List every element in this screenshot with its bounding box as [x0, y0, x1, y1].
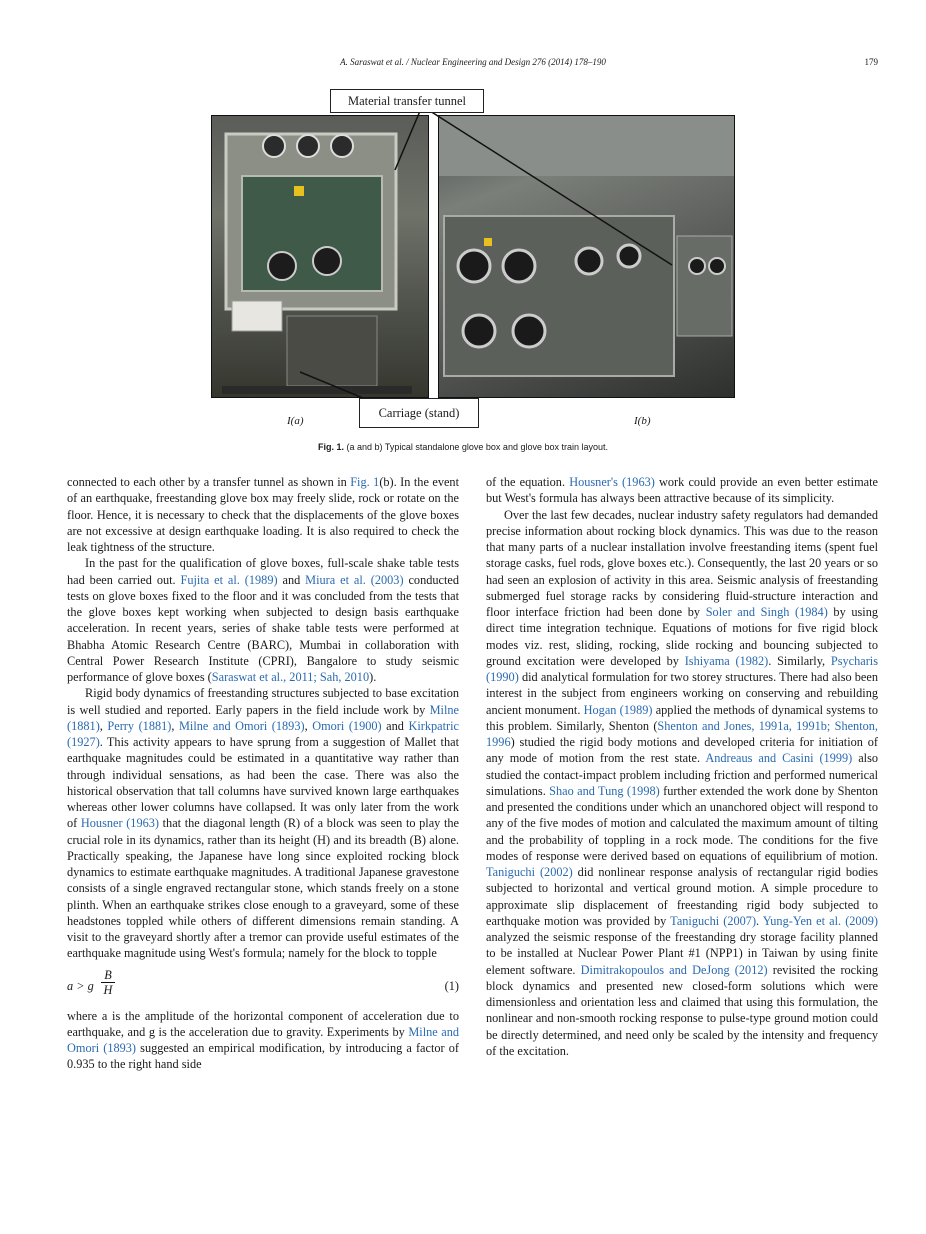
- paragraph: Over the last few decades, nuclear industry safety regulators had demanded precise information about rocking block dynamics. This was due to the reason that many parts of a nuclear installation involve freestanding items (spent fuel storage casks, fuel rods, glove boxes etc.). Consequently, the last 20 years or so had seen an explosion of activity in this area. Seismic analysis of freestanding submerged fuel storage racks by considering fluid-structure interaction and floor interface friction had been done by Soler and Singh (1984) by using direct time integration technique. Equations of motions for five rigid block modes viz. rest, sliding, rocking, slide rocking and bouncing subjected to ground excitation were developed by Ishiyama (1982). Similarly, Psycharis (1990) did analytical formulation for two storey structures. There had also been interest in the subject from engineers working on conserving and rebuilding ancient monument. Hogan (1989) applied the methods of dynamical systems to this problem. Similarly, Shenton (Shenton and Jones, 1991a, 1991b; Shenton, 1996) studied the rigid body motions and developed criteria for initiation of any mode of motion from the rest state. Andreaus and Casini (1999) also studied the contact-impact problem including friction and performed numerical simulations. Shao and Tung (1998) further extended the work done by Shenton and presented the conditions under which an unanchored object will respond to any of the five modes of motion and calculated the maximum amount of tilting and the probability of toppling in a rock mode. The conditions for the five modes of response were derived based on equations of equilibrium of motion. Taniguchi (2002) did nonlinear response analysis of rectangular rigid bodies subjected to horizontal and vertical ground motion. A simple procedure to approximate slip displacement of freestanding rigid body subjected to earthquake motion was provided by Taniguchi (2007). Yung-Yen et al. (2009) analyzed the seismic response of the freestanding dry storage facility planned to be installed at Nuclear Power Plant #1 (NPP1) in Taiwan by using finite element software. Dimitrakopoulos and DeJong (2012) revisited the rocking block dynamics and presented new closed-form solutions which were dimensionless and orientation less and claimed that using this formulation, the nonlinear and non-smooth rocking response to pulse-type ground motion could be directly determined, and need only be scaled by the intensity and frequency of the excitation.: [486, 507, 879, 1058]
- citation-link[interactable]: Housner (1963): [80, 816, 159, 831]
- citation-link[interactable]: Fig. 1: [350, 475, 380, 489]
- sublabel-a: I(a): [287, 415, 304, 427]
- fraction-numerator: B: [101, 968, 115, 983]
- paragraph: of the equation. Housner's (1963) work could provide an even better estimate but West's formula has always been attractive because of its simplicity.: [486, 475, 878, 506]
- citation-link[interactable]: Yung-Yen et al. (2009): [762, 913, 878, 928]
- citation-link[interactable]: Hogan (1989): [583, 702, 653, 717]
- citation-link[interactable]: Milne and Omori (1893): [67, 1024, 460, 1055]
- citation-link[interactable]: Taniguchi (2002): [486, 865, 573, 879]
- figure-1: [0, 0, 926, 460]
- citation-link[interactable]: Housner's (1963): [569, 475, 655, 489]
- citation-link[interactable]: Kirkpatric (1927): [67, 718, 459, 749]
- citation-link[interactable]: Perry (1881): [107, 718, 172, 733]
- figure-caption: [0, 442, 926, 452]
- paragraph: Rigid body dynamics of freestanding structures subjected to base excitation is well studied and reported. Early papers in the field include work by Milne (1881), Perry (1881), Milne and Omori (1893), Omori (1900) and Kirkpatric (1927). This activity appears to have sprung from a suggestion of Mallet that earthquake magnitudes could be estimated in a quantitative way rather than through individual sensations, as had been the case. There was also the historical observation that tall columns have survived known large earthquakes whereas other lower columns have collapsed. It was only later from the work of Housner (1963) that the diagonal length (R) of a block was seen to play the crucial role in its dynamics, rather than its height (H) and its breadth (B) alone. Practically speaking, the Japanese have long since exploited rocking block dynamics to estimate earthquake magnitudes. A traditional Japanese gravestone consists of a single engraved rectangular stone, which stands freely on a stone plinth. When an earthquake strikes close enough to a graveyard, some of these headstones toppled while others of different dimensions remain standing. A visit to the graveyard shortly after a tremor can provide useful estimates of the earthquake magnitude using West's formula; namely for the block to topple: [67, 686, 459, 961]
- page-number: 179: [864, 57, 878, 67]
- equation-lhs: a > g: [67, 978, 94, 993]
- citation-link[interactable]: Miura et al. (2003): [305, 572, 404, 587]
- paragraph: where a is the amplitude of the horizontal component of acceleration due to earthquake, and g is the acceleration due to gravity. Experiments by Milne and Omori (1893) suggested an empirical modification, by introducing a factor of 0.935 to the right hand side: [67, 1008, 460, 1072]
- citation-link[interactable]: Shenton and Jones, 1991a, 1991b; Shenton, 1996: [486, 718, 878, 749]
- caption-text: (a and b) Typical standalone glove box and glove box train layout.: [346, 442, 609, 452]
- citation-link[interactable]: Psycharis (1990): [486, 653, 878, 684]
- paragraph: connected to each other by a transfer tunnel as shown in Fig. 1(b). In the event of an earthquake, freestanding glove box may freely slide, rock or rotate on the floor. Hence, it is necessary to check that the displacements of the glove boxes are not excessive at design earthquake loading. It is also required to check the leak tightness of the structure.: [67, 475, 459, 554]
- citation-link[interactable]: Dimitrakopoulos and DeJong (2012): [580, 962, 768, 977]
- callout-pointers: [0, 0, 926, 460]
- callout-carriage-stand: Carriage (stand): [359, 398, 479, 428]
- citation-link[interactable]: Ishiyama (1982): [684, 653, 769, 668]
- caption-label: Fig. 1.: [317, 442, 344, 452]
- fraction-denominator: H: [103, 982, 113, 997]
- citation-link[interactable]: Saraswat et al., 2011; Sah, 2010: [211, 670, 370, 684]
- citation-link[interactable]: Andreaus and Casini (1999): [705, 751, 853, 766]
- equation-number: (1): [444, 978, 459, 993]
- citation-link[interactable]: Taniguchi (2007): [670, 913, 757, 928]
- right-column: [486, 474, 878, 1059]
- equation-fraction: [101, 968, 115, 997]
- left-column: [67, 474, 459, 1073]
- citation-link[interactable]: Fujita et al. (1989): [180, 572, 278, 587]
- sublabel-b: I(b): [634, 415, 651, 427]
- citation-link[interactable]: Milne and Omori (1893): [178, 718, 305, 733]
- citation-link[interactable]: Shao and Tung (1998): [549, 783, 660, 798]
- citation-link[interactable]: Soler and Singh (1984): [705, 605, 828, 619]
- callout-material-transfer-tunnel: Material transfer tunnel: [330, 89, 484, 113]
- equation-1: [67, 968, 459, 1004]
- citation-link[interactable]: Omori (1900): [312, 718, 382, 733]
- paragraph: In the past for the qualification of glove boxes, full-scale shake table tests had been carried out. Fujita et al. (1989) and Miura et al. (2003) conducted tests on glove boxes fixed to the floor and it was concluded from the tests that the glove boxes kept working when subjected to design basis earthquake acceleration. In recent years, series of shake table tests were performed at Bhabha Atomic Research Centre (BARC), Mumbai in collaboration with Central Power Research Institute (CPRI), Bangalore to study seismic performance of glove boxes (Saraswat et al., 2011; Sah, 2010).: [67, 556, 460, 684]
- running-title: A. Saraswat et al. / Nuclear Engineering and Design 276 (2014) 178–190: [340, 57, 606, 67]
- citation-link[interactable]: Milne (1881): [67, 702, 459, 733]
